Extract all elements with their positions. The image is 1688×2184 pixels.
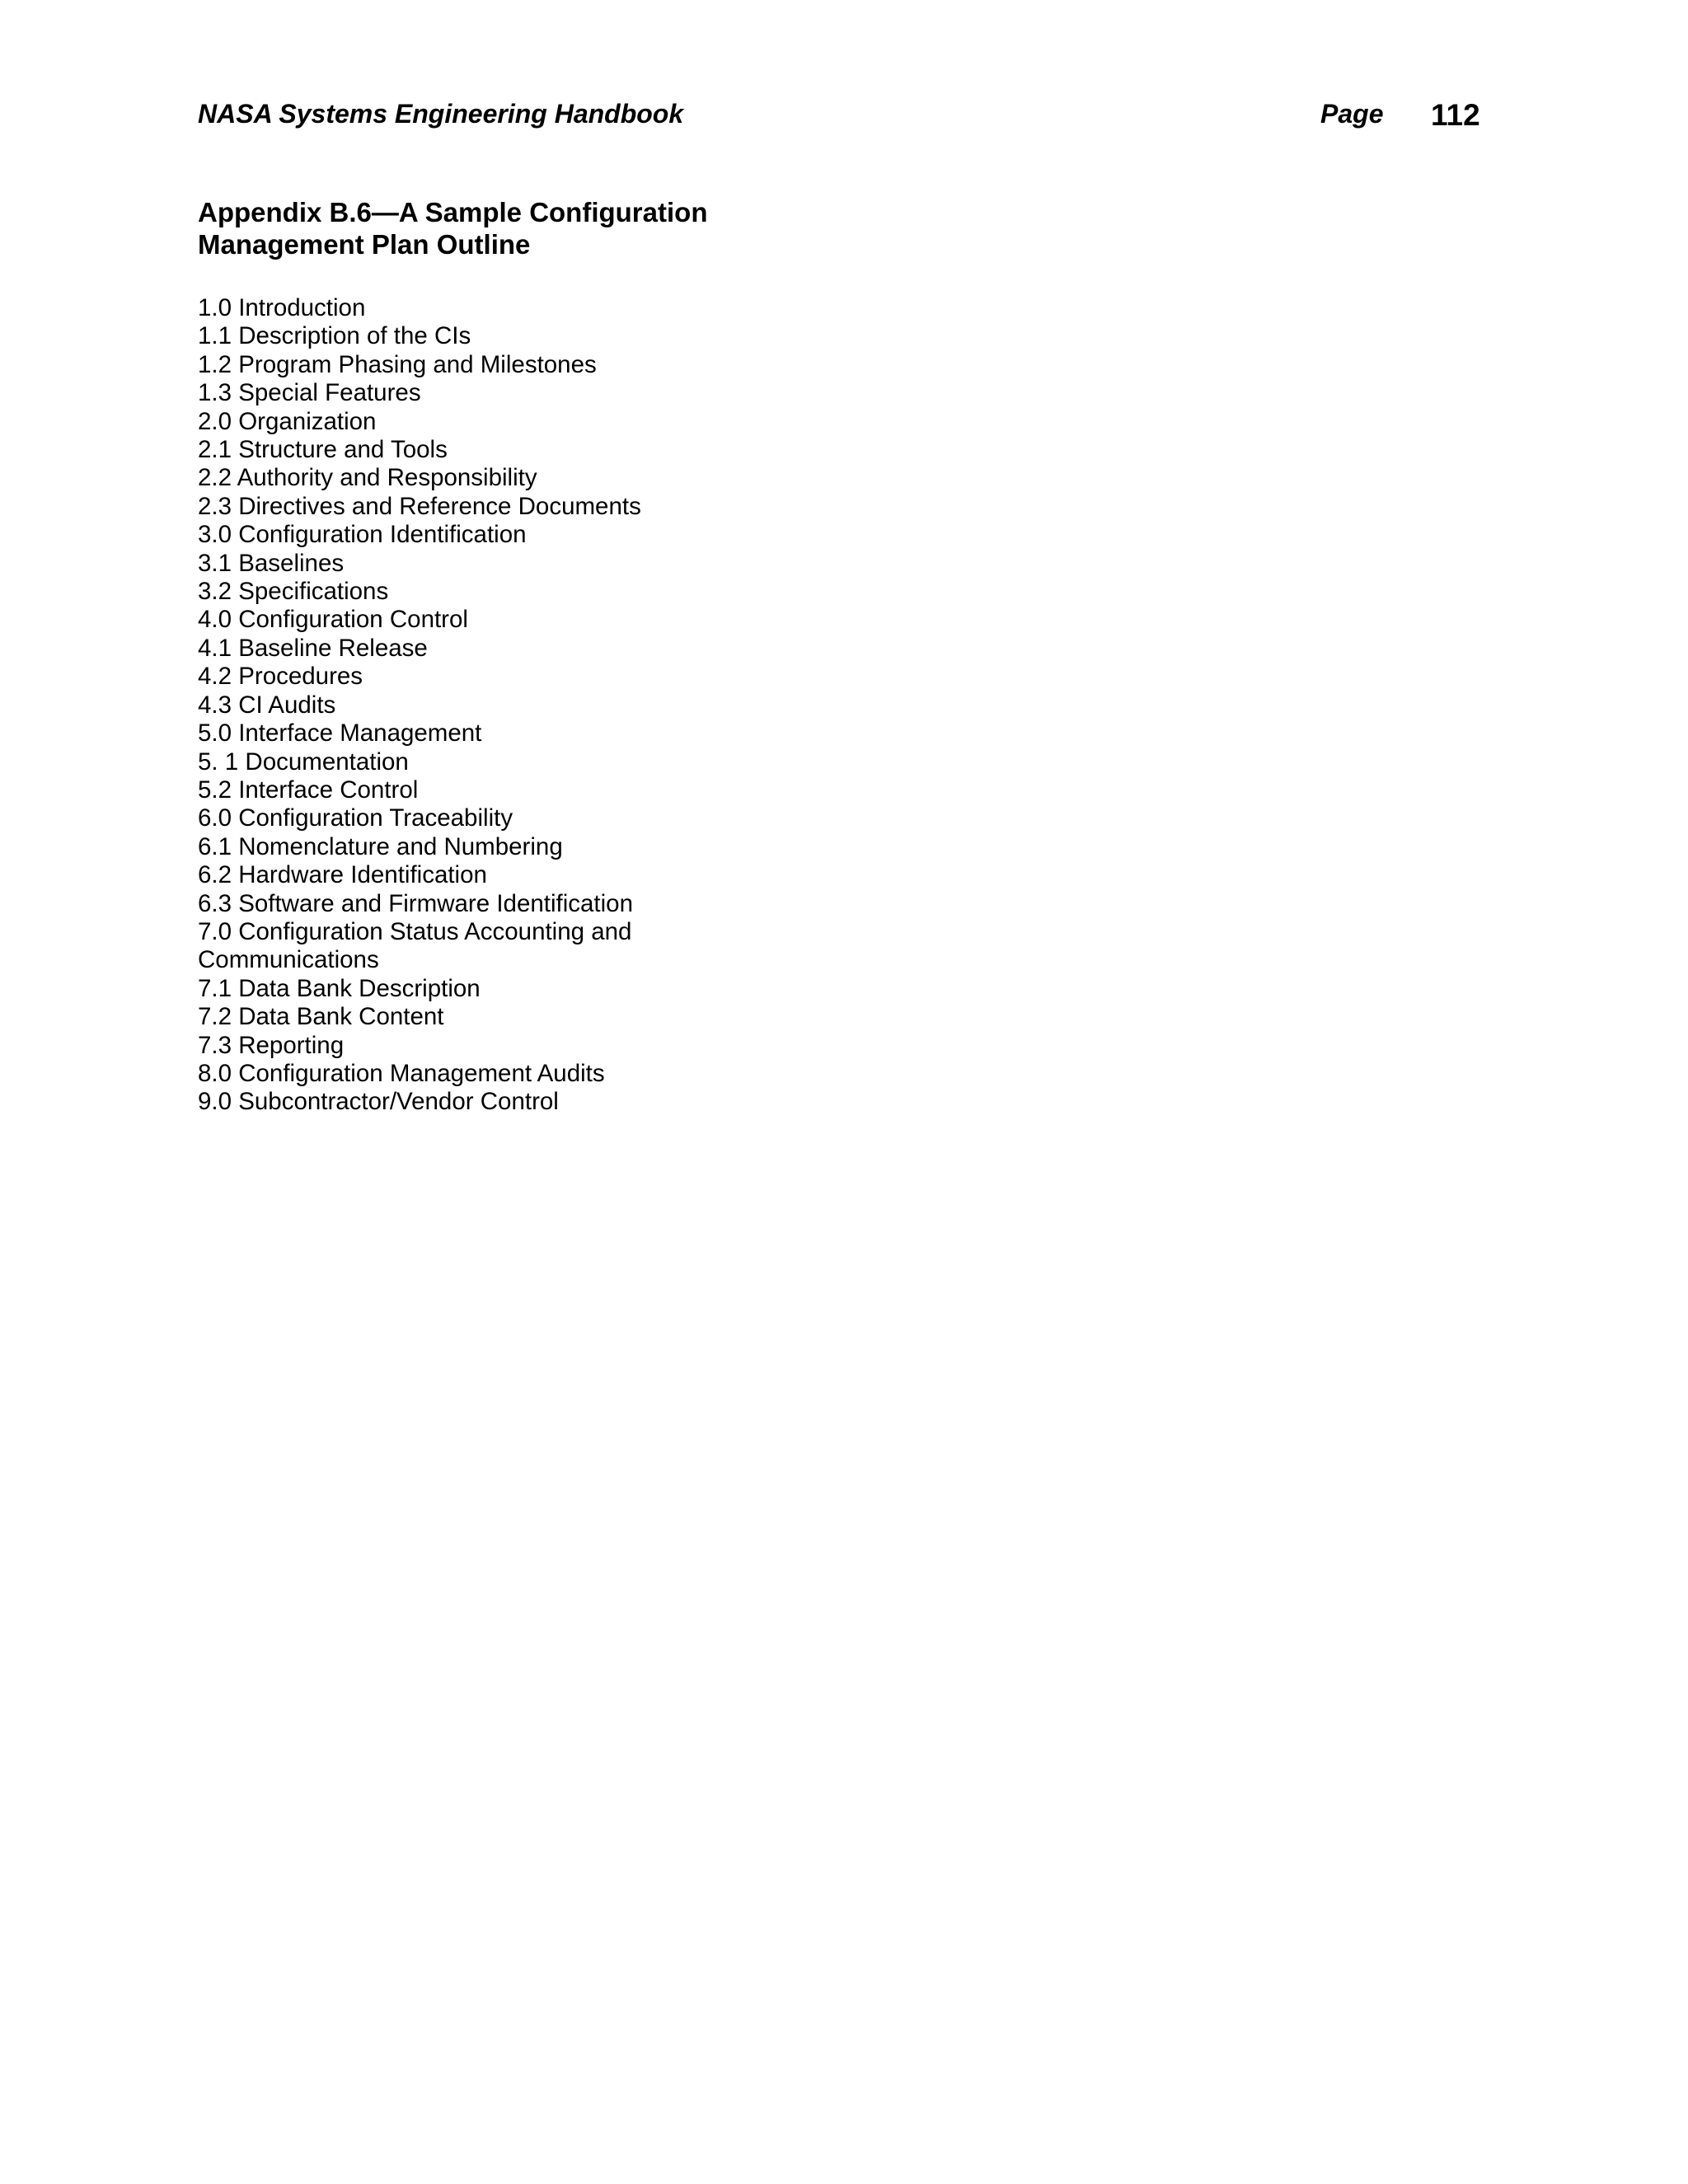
- outline-item: 1.3 Special Features: [198, 379, 421, 407]
- outline-item: 2.1 Structure and Tools: [198, 436, 448, 464]
- outline-item: 1.1 Description of the CIs: [198, 322, 471, 350]
- outline-item: 3.2 Specifications: [198, 578, 389, 606]
- outline-item: 5.2 Interface Control: [198, 776, 419, 804]
- outline-item: 6.3 Software and Firmware Identification: [198, 889, 633, 917]
- outline-item: 6.0 Configuration Traceability: [198, 804, 513, 832]
- outline-item: 8.0 Configuration Management Audits: [198, 1059, 605, 1087]
- handbook-title: NASA Systems Engineering Handbook: [198, 99, 684, 129]
- outline-item: 7.0 Configuration Status Accounting and: [198, 917, 632, 945]
- outline-item: 2.3 Directives and Reference Documents: [198, 492, 641, 520]
- outline-item: 4.2 Procedures: [198, 663, 363, 691]
- outline-item: 9.0 Subcontractor/Vendor Control: [198, 1088, 559, 1116]
- outline-item: 2.0 Organization: [198, 407, 377, 435]
- page-number: 112: [1431, 98, 1480, 132]
- outline-item: 7.3 Reporting: [198, 1031, 345, 1059]
- appendix-heading-line-2: Management Plan Outline: [198, 229, 531, 260]
- outline-item: 3.1 Baselines: [198, 549, 345, 577]
- outline-item: 4.3 CI Audits: [198, 691, 336, 719]
- outline-item: 7.2 Data Bank Content: [198, 1003, 444, 1031]
- appendix-heading-line-1: Appendix B.6—A Sample Configuration: [198, 197, 708, 227]
- outline-item: 1.2 Program Phasing and Milestones: [198, 350, 597, 378]
- outline-item: 7.1 Data Bank Description: [198, 974, 481, 1002]
- outline-item: 1.0 Introduction: [198, 294, 366, 321]
- outline-item: 6.2 Hardware Identification: [198, 861, 487, 889]
- outline-item: 5. 1 Documentation: [198, 748, 409, 776]
- outline-item: 6.1 Nomenclature and Numbering: [198, 832, 563, 860]
- running-header: [198, 97, 1484, 138]
- plan-outline-list: [198, 294, 641, 1117]
- outline-item: 5.0 Interface Management: [198, 719, 482, 748]
- outline-item: 4.0 Configuration Control: [198, 606, 468, 634]
- outline-item: 2.2 Authority and Responsibility: [198, 464, 537, 492]
- outline-item: 3.0 Configuration Identification: [198, 521, 527, 549]
- appendix-heading: [198, 196, 707, 260]
- outline-item: 4.1 Baseline Release: [198, 634, 428, 662]
- outline-item: Communications: [198, 946, 379, 974]
- page-label: Page: [1320, 99, 1384, 129]
